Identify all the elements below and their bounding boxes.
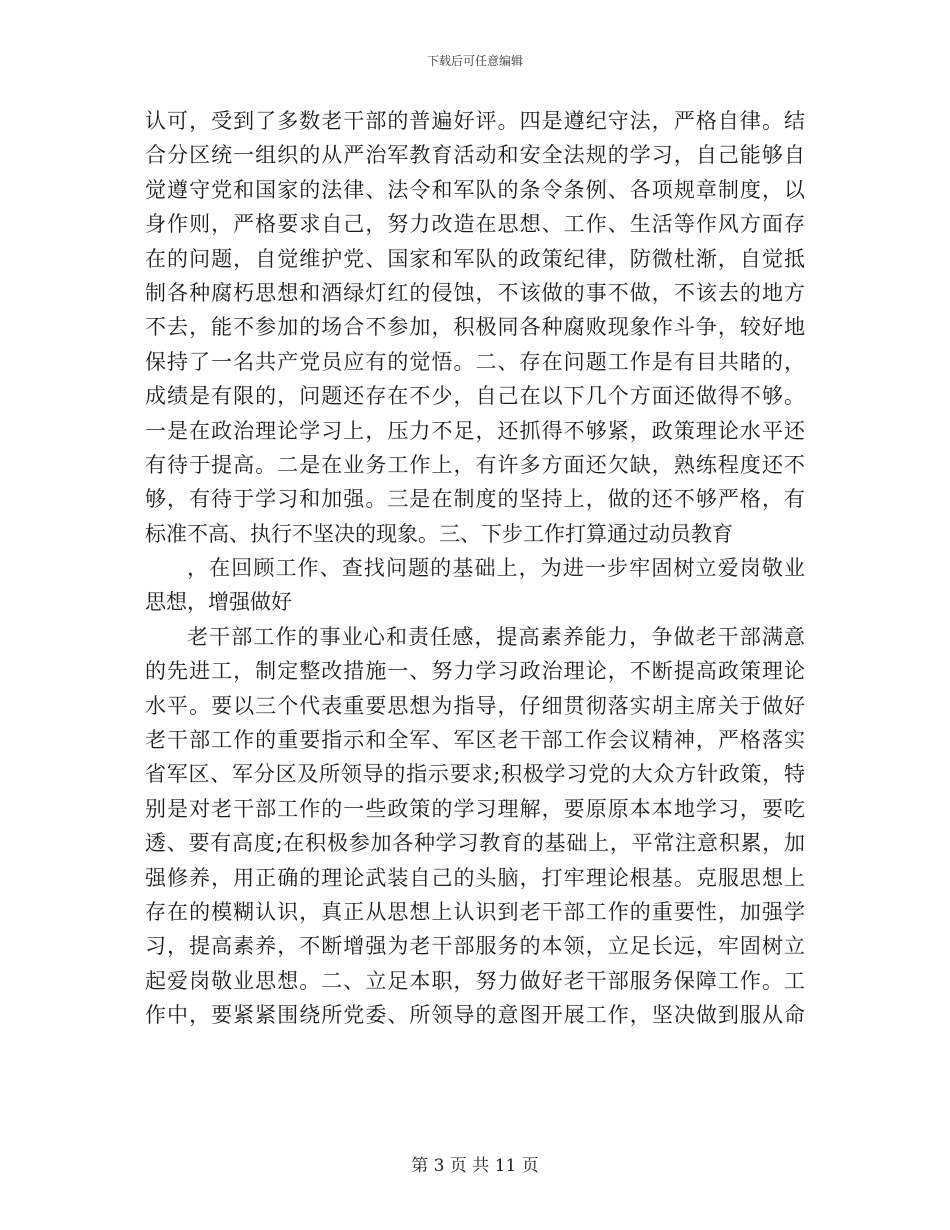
text-line: 透、要有高度;在积极参加各种学习教育的基础上，平常注意积累，加 xyxy=(145,831,805,856)
text-line: 思想，增强做好 xyxy=(145,590,292,615)
text-line: 够，有待于学习和加强。三是在制度的坚持上，做的还不够严格，有 xyxy=(145,487,805,512)
text-line: 存在的模糊认识，真正从思想上认识到老干部工作的重要性，加强学 xyxy=(145,899,805,924)
text-line: 老干部工作的重要指示和全军、军区老干部工作会议精神，严格落实 xyxy=(145,728,805,753)
text-line: 的先进工，制定整改措施一、努力学习政治理论，不断提高政策理论 xyxy=(145,659,805,684)
text-line: 老干部工作的事业心和责任感，提高素养能力，争做老干部满意 xyxy=(187,624,805,649)
text-line: 标准不高、执行不坚决的现象。三、下步工作打算通过动员教育 xyxy=(145,521,733,546)
page-number: 第 3 页 共 11 页 xyxy=(411,1156,539,1176)
text-line: 别是对老干部工作的一些政策的学习理解，要原原本本地学习，要吃 xyxy=(145,796,805,821)
text-line: 作中，要紧紧围绕所党委、所领导的意图开展工作，坚决做到服从命 xyxy=(145,1003,805,1028)
text-line: 省军区、军分区及所领导的指示要求;积极学习党的大众方针政策，特 xyxy=(145,762,805,787)
text-line: 身作则，严格要求自己，努力改造在思想、工作、生活等作风方面存 xyxy=(145,212,805,237)
text-line: 起爱岗敬业思想。二、立足本职，努力做好老干部服务保障工作。工 xyxy=(145,968,805,993)
text-line: 强修养，用正确的理论武装自己的头脑，打牢理论根基。克服思想上 xyxy=(145,865,805,890)
text-line: 水平。要以三个代表重要思想为指导，仔细贯彻落实胡主席关于做好 xyxy=(145,693,805,718)
text-line: 制各种腐朽思想和酒绿灯红的侵蚀，不该做的事不做，不该去的地方 xyxy=(145,280,805,305)
text-line: 习，提高素养，不断增强为老干部服务的本领，立足长远，牢固树立 xyxy=(145,934,805,959)
document-body xyxy=(145,104,805,1033)
text-line: 合分区统一组织的从严治军教育活动和安全法规的学习，自己能够自 xyxy=(145,143,805,168)
text-line: 有待于提高。二是在业务工作上，有许多方面还欠缺，熟练程度还不 xyxy=(145,452,805,477)
text-line: 在的问题，自觉维护党、国家和军队的政策纪律，防微杜渐，自觉抵 xyxy=(145,246,805,271)
text-line: 保持了一名共产党员应有的觉悟。二、存在问题工作是有目共睹的， xyxy=(145,349,805,374)
text-line: 一是在政治理论学习上，压力不足，还抓得不够紧，政策理论水平还 xyxy=(145,418,805,443)
text-line: 不去，能不参加的场合不参加，积极同各种腐败现象作斗争，较好地 xyxy=(145,315,805,340)
text-line: ，在回顾工作、查找问题的基础上，为进一步牢固树立爱岗敬业 xyxy=(187,556,805,581)
page-header-note: 下载后可任意编辑 xyxy=(426,54,523,68)
text-line: 认可，受到了多数老干部的普遍好评。四是遵纪守法，严格自律。结 xyxy=(145,109,805,133)
text-line: 觉遵守党和国家的法律、法令和军队的条令条例、各项规章制度，以 xyxy=(145,177,805,202)
text-line: 成绩是有限的，问题还存在不少，自己在以下几个方面还做得不够。 xyxy=(145,384,805,409)
